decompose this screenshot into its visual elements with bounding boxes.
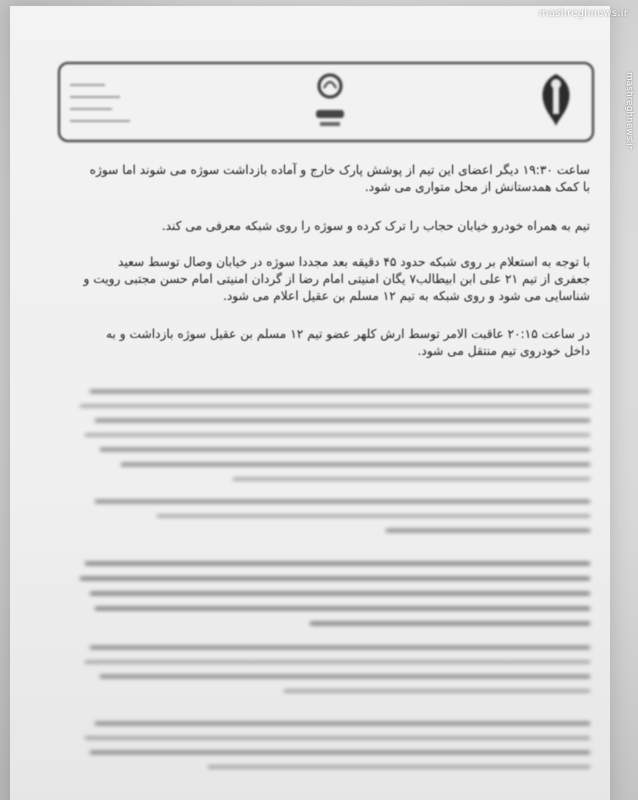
paragraph-4: در ساعت ۲۰:۱۵ عاقبت الامر توسط ارش کلهر عضو تیم ۱۲ مسلم بن عقیل سوژه بازداشت و به داخل خودروی تیم منتقل می شود. (105, 327, 590, 358)
emblem-icon (534, 70, 578, 130)
seal-icon (310, 68, 350, 132)
paragraph-3: با توجه به استعلام بر روی شبکه حدود ۴۵ دقیقه بعد مجددا سوژه در خیابان وصال توسط سعید جعفری از تیم ۲۱ علی ابن ابیطالب۷ یگان امنیتی امام رضا از گردان امنیتی امام حسن مجتبی رویت و شناسایی می شود و روی شبکه به تیم ۱۲ مسلم بن عقیل اعلام می شود. (83, 255, 590, 303)
paper-sheet (10, 6, 610, 800)
letterhead-box (58, 62, 594, 142)
paragraph-2: تیم به همراه خودرو خیابان حجاب را ترک کرده و سوژه را روی شبکه معرفی می کند. (161, 219, 590, 233)
watermark-logo: mashreghnews.ir (538, 8, 628, 19)
header-fields (70, 74, 180, 132)
paragraph-1: ساعت ۱۹:۳۰ دیگر اعضای این تیم از پوشش پارک خارج و آماده بازداشت سوژه می شوند اما سوژه با کمک همدستانش از محل متواری می شود. (89, 163, 590, 194)
watermark-side-text: mashreghnews.ir (624, 72, 634, 150)
blurred-paragraph (80, 722, 590, 780)
blurred-paragraph (80, 390, 590, 492)
blurred-paragraph (80, 500, 590, 544)
blurred-paragraph (80, 562, 590, 637)
blurred-paragraph (80, 646, 590, 704)
